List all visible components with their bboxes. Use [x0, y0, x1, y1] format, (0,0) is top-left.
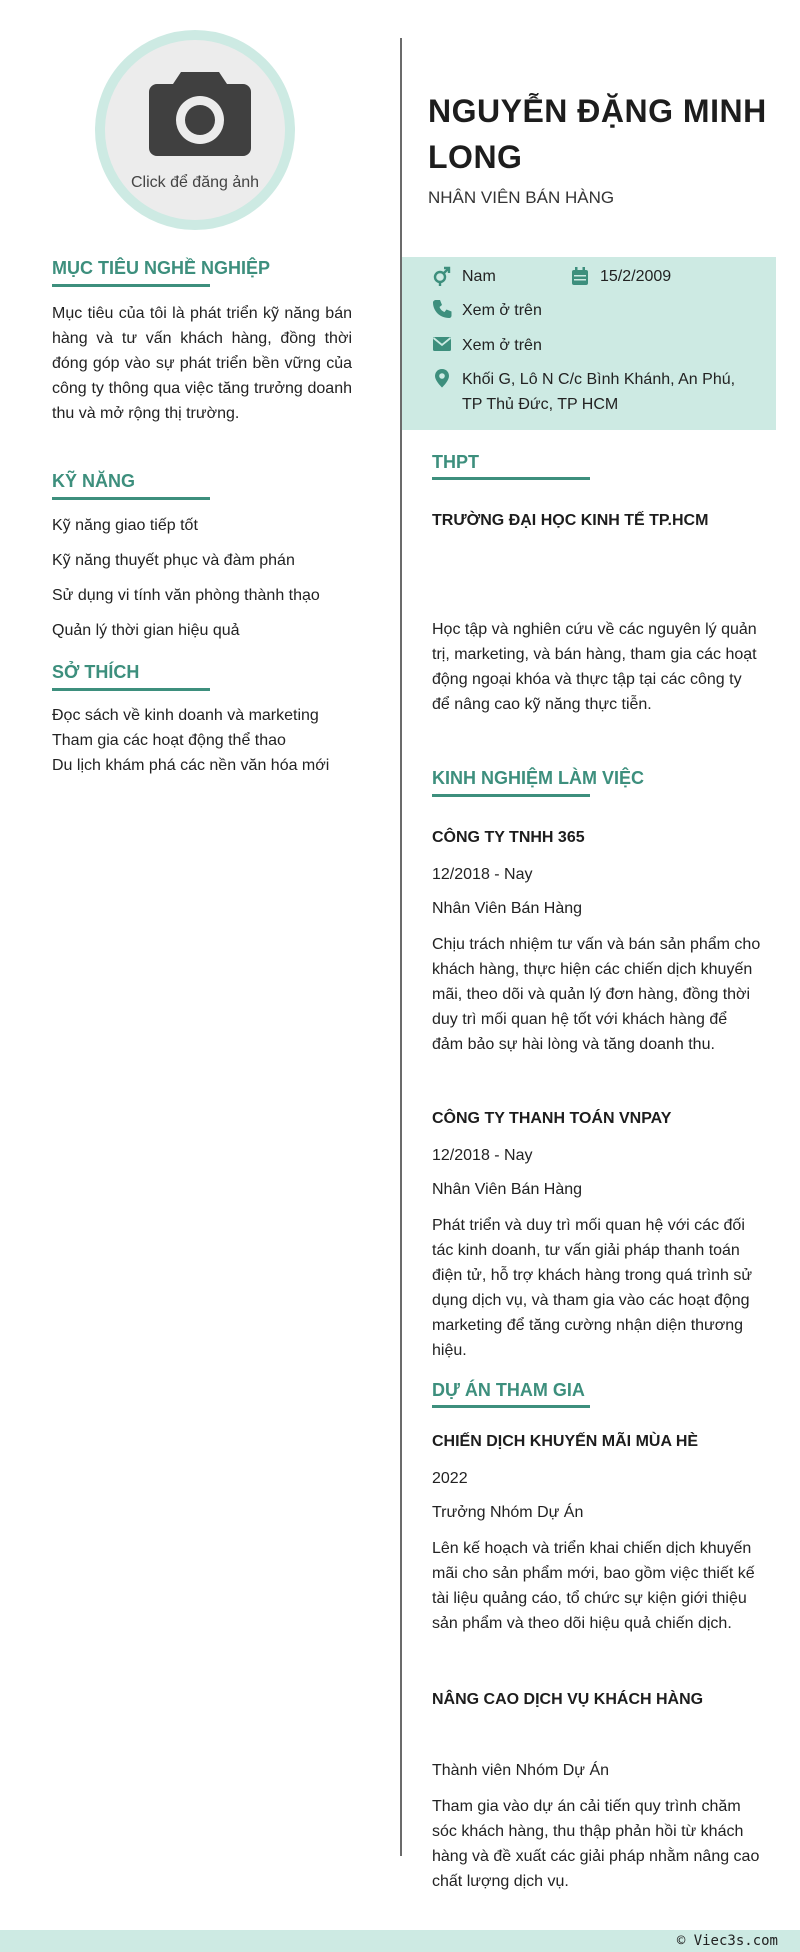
contact-box: [402, 257, 776, 430]
hobbies-underline: [52, 688, 210, 691]
email-value: Xem ở trên: [462, 337, 542, 354]
hobbies-title: SỞ THÍCH: [52, 662, 140, 682]
objective-title: MỤC TIÊU NGHỀ NGHIỆP: [52, 258, 271, 278]
gender-icon: [432, 266, 452, 286]
address-value: Khối G, Lô N C/c Bình Khánh, An Phú, TP Thủ Đức, TP HCM: [462, 371, 736, 413]
skill-item: Kỹ năng giao tiếp tốt: [52, 517, 198, 534]
hobby-item: Tham gia các hoạt động thể thao: [52, 732, 286, 749]
skill-item: Sử dụng vi tính văn phòng thành thạo: [52, 587, 320, 604]
avatar-upload[interactable]: [95, 30, 295, 230]
left-column: [0, 0, 400, 1900]
calendar-icon: [570, 266, 590, 286]
full-name: NGUYỄN ĐẶNG MINH LONG: [428, 93, 767, 175]
education-title: THPT: [432, 452, 479, 472]
project-role: Thành viên Nhóm Dự Án: [432, 1762, 610, 1779]
projects-underline: [432, 1405, 590, 1408]
projects-title: DỰ ÁN THAM GIA: [432, 1380, 585, 1400]
job-description: Phát triển và duy trì mối quan hệ với các đối tác kinh doanh, tư vấn giải pháp thanh toán điện tử, hỗ trợ khách hàng trong quá trình sử dụng dịch vụ, và tham gia vào các hoạt động marketing để tăng cường nhận diện thương hiệu.: [432, 1217, 753, 1359]
job-period: 12/2018 - Nay: [432, 866, 533, 883]
experience-underline: [432, 794, 590, 797]
job-position: Nhân Viên Bán Hàng: [432, 1181, 583, 1198]
project-description: Lên kế hoạch và triển khai chiến dịch khuyến mãi cho sản phẩm mới, bao gồm việc thiết kế tài liệu quảng cáo, tổ chức sự kiện giới thiệu sản phẩm và theo dõi hiệu quả chiến dịch.: [432, 1540, 755, 1632]
education-underline: [432, 477, 590, 480]
company-name: CÔNG TY THANH TOÁN VNPAY: [432, 1110, 672, 1127]
avatar-upload-label: Click để đăng ảnh: [130, 174, 260, 191]
objective-underline: [52, 284, 210, 287]
phone-value: Xem ở trên: [462, 302, 542, 319]
company-name: CÔNG TY TNHH 365: [432, 829, 585, 846]
job-description: Chịu trách nhiệm tư vấn và bán sản phẩm cho khách hàng, thực hiện các chiến dịch khuyến mãi, theo dõi và quản lý đơn hàng, đồng thời duy trì mối quan hệ tốt với khách hàng để đảm bảo sự hài lòng và tăng doanh thu.: [432, 936, 761, 1053]
hobby-item: Đọc sách về kinh doanh và marketing: [52, 707, 319, 724]
project-description: Tham gia vào dự án cải tiến quy trình chăm sóc khách hàng, thu thập phản hồi từ khách hàng và đề xuất các giải pháp nhằm nâng cao chất lượng dịch vụ.: [432, 1798, 760, 1890]
job-position: Nhân Viên Bán Hàng: [432, 900, 583, 917]
experience-title: KINH NGHIỆM LÀM VIỆC: [432, 768, 645, 788]
footer-bar: [0, 1930, 800, 1952]
project-name: NÂNG CAO DỊCH VỤ KHÁCH HÀNG: [432, 1691, 704, 1708]
right-column: [402, 0, 800, 1900]
birthday-value: 15/2/2009: [600, 268, 672, 285]
skill-item: Kỹ năng thuyết phục và đàm phán: [52, 552, 295, 569]
location-icon: [432, 368, 452, 388]
job-title: NHÂN VIÊN BÁN HÀNG: [428, 188, 615, 207]
objective-text: Mục tiêu của tôi là phát triển kỹ năng bán hàng và tư vấn khách hàng, đồng thời đóng góp vào sự phát triển bền vững của công ty thông qua việc tăng trưởng doanh thu và mở rộng thị trường.: [52, 305, 352, 422]
education-description: Học tập và nghiên cứu về các nguyên lý quản trị, marketing, và bán hàng, tham gia các hoạt động ngoại khóa và thực tập tại các công ty để nâng cao kỹ năng thực tiễn.: [432, 621, 757, 713]
mail-icon: [432, 334, 452, 354]
footer-credit: © Viec3s.com: [676, 1933, 778, 1949]
project-name: CHIẾN DỊCH KHUYẾN MÃI MÙA HÈ: [432, 1433, 699, 1450]
project-role: Trưởng Nhóm Dự Án: [432, 1504, 584, 1521]
phone-icon: [432, 299, 452, 319]
job-period: 12/2018 - Nay: [432, 1147, 533, 1164]
skills-underline: [52, 497, 210, 500]
skill-item: Quản lý thời gian hiệu quả: [52, 622, 240, 639]
hobby-item: Du lịch khám phá các nền văn hóa mới: [52, 757, 330, 774]
skills-title: KỸ NĂNG: [52, 471, 136, 491]
school-name: TRƯỜNG ĐẠI HỌC KINH TẾ TP.HCM: [432, 512, 709, 529]
gender-value: Nam: [462, 268, 496, 285]
project-year: 2022: [432, 1470, 468, 1487]
camera-icon: [147, 68, 253, 158]
